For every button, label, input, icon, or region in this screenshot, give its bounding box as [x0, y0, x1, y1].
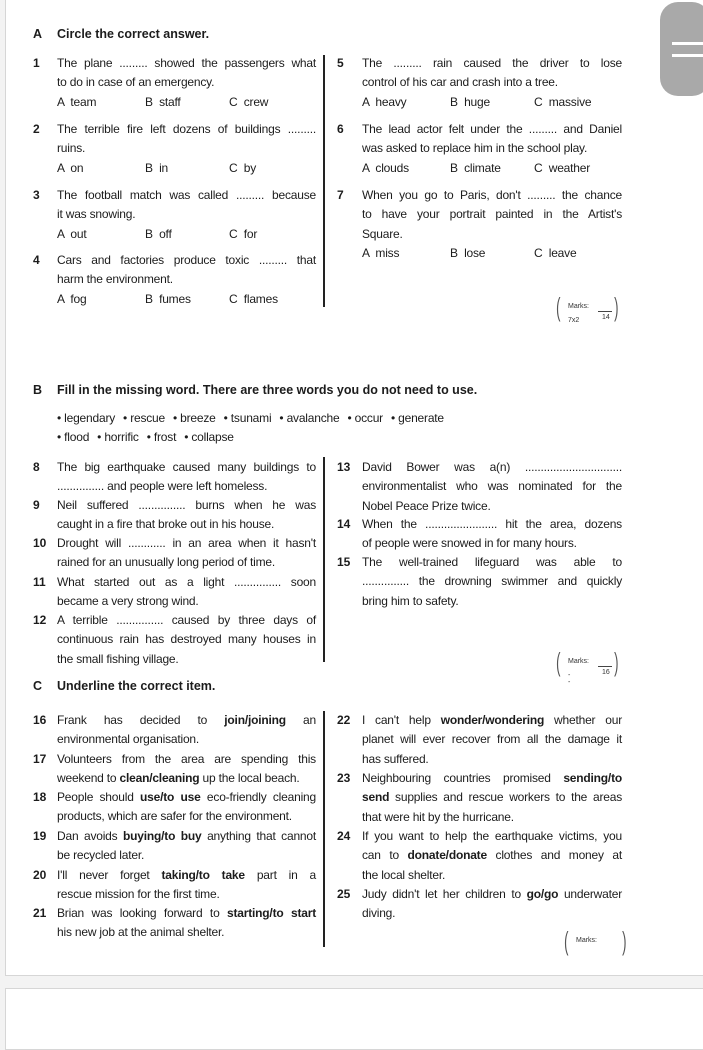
- bracket-left: (: [556, 647, 561, 677]
- text-segment: underwater: [558, 887, 622, 901]
- answer-option: A out: [57, 226, 87, 241]
- question-number: 8: [33, 460, 40, 474]
- answer-option: B lose: [450, 246, 486, 261]
- word: rescue: [130, 411, 166, 425]
- answer-choice[interactable]: starting/to start: [227, 906, 316, 920]
- text-segment: Volunteers from the area are spending this: [57, 752, 316, 766]
- column-divider: [323, 55, 325, 307]
- question-text: [362, 751, 429, 767]
- text-segment: environmental organisation.: [57, 732, 200, 747]
- answer-choice[interactable]: sending/to: [563, 771, 622, 785]
- question-text: The lead actor felt under the ......... and Daniel: [362, 122, 622, 136]
- bullet-icon: •: [57, 430, 65, 444]
- question-text: continuous rain has destroyed many houses in: [57, 632, 316, 647]
- question-text: A terrible ............... caused by three days of: [57, 613, 316, 627]
- text-segment: Dan avoids: [57, 829, 124, 843]
- question-text: Nobel Peace Prize twice.: [362, 498, 491, 513]
- answer-option: A team: [57, 94, 97, 109]
- bullet-icon: •: [146, 430, 154, 444]
- bullet-icon: •: [279, 411, 287, 425]
- text-segment: planet will ever recover from all the damage it: [362, 732, 622, 747]
- text-segment: I can't help: [362, 713, 441, 727]
- text-segment: up the local beach.: [199, 771, 300, 786]
- question-text: harm the environment.: [57, 272, 173, 287]
- text-segment: diving.: [362, 906, 396, 921]
- bullet-icon: •: [184, 430, 192, 444]
- question-text: The well-trained lifeguard was able to: [362, 555, 622, 569]
- marks-total: 16: [602, 669, 610, 676]
- bullet-icon: •: [223, 411, 231, 425]
- answer-option: C flames: [229, 291, 278, 306]
- question-text: the small fishing village.: [57, 651, 179, 666]
- text-segment: Judy didn't let her children to: [362, 887, 527, 901]
- next-page: [5, 988, 703, 1050]
- word-bank-item: [147, 430, 176, 444]
- question-number: 9: [33, 498, 40, 512]
- word-bank-item: [224, 411, 272, 425]
- answer-choice[interactable]: buying/to buy: [123, 829, 202, 843]
- question-number: 23: [337, 771, 351, 785]
- question-number: 5: [337, 56, 344, 70]
- question-text: ruins.: [57, 141, 86, 156]
- question-text: [57, 828, 316, 844]
- question-text: control of his car and crash into a tree.: [362, 75, 558, 90]
- bracket-left: (: [564, 926, 569, 956]
- answer-choice[interactable]: taking/to take: [161, 868, 245, 882]
- answer-choice[interactable]: clean/cleaning: [119, 771, 200, 786]
- question-text: [57, 770, 300, 786]
- word-bank-item: [57, 430, 89, 444]
- answer-option: C crew: [229, 94, 269, 109]
- answer-option: A miss: [362, 246, 400, 261]
- section-letter: B: [33, 383, 43, 397]
- marks-label: Marks:: [576, 937, 597, 944]
- question-text: [57, 712, 316, 728]
- question-text: The football match was called ......... because: [57, 188, 316, 202]
- menu-icon-line: [672, 42, 703, 45]
- question-text: caught in a fire that broke out in his house.: [57, 517, 275, 532]
- question-number: 17: [33, 752, 47, 766]
- answer-option: B in: [145, 160, 169, 175]
- text-segment: supplies and rescue workers to the areas: [389, 790, 622, 805]
- answer-option: C for: [229, 226, 258, 241]
- answer-option: A heavy: [362, 94, 407, 109]
- text-segment: I'll never forget: [57, 868, 162, 882]
- section-title: Circle the correct answer.: [57, 27, 210, 41]
- bullet-icon: •: [123, 411, 131, 425]
- word-bank-row: [57, 410, 452, 426]
- question-text: [362, 847, 622, 863]
- text-segment: be recycled later.: [57, 848, 145, 863]
- bullet-icon: •: [390, 411, 399, 425]
- text-segment: products, which are safer for the environment.: [57, 809, 292, 824]
- question-text: [57, 808, 292, 824]
- text-segment: weekend to: [57, 771, 120, 786]
- word: tsunami: [230, 411, 272, 425]
- question-text: to do in case of an emergency.: [57, 75, 215, 90]
- text-segment: Neighbouring countries promised: [362, 771, 564, 785]
- question-text: [362, 731, 622, 747]
- question-number: 7: [337, 188, 344, 202]
- question-number: 20: [33, 868, 47, 882]
- word: occur: [354, 411, 383, 425]
- question-text: became a very strong wind.: [57, 594, 199, 609]
- question-text: ............... and people were left homeless.: [57, 479, 268, 494]
- answer-option: C massive: [534, 94, 592, 109]
- question-text: The terrible fire left dozens of buildings .........: [57, 122, 316, 136]
- question-number: 2: [33, 122, 40, 136]
- question-text: When the ....................... hit the area, dozens: [362, 517, 622, 531]
- question-text: [57, 905, 316, 921]
- question-text: bring him to safety.: [362, 593, 459, 608]
- question-text: Neil suffered ............... burns when he was: [57, 498, 316, 512]
- question-text: to have your portrait painted in the Artist's: [362, 207, 622, 222]
- question-text: David Bower was a(n) ...............................: [362, 460, 622, 474]
- question-text: The ......... rain caused the driver to lose: [362, 56, 622, 70]
- marks-label: Marks:: [568, 658, 589, 665]
- question-number: 25: [337, 887, 351, 901]
- text-segment: anything that cannot: [201, 829, 317, 843]
- question-number: 3: [33, 188, 40, 202]
- question-text: Square.: [362, 226, 403, 241]
- word-bank-item: [347, 411, 383, 425]
- question-number: 19: [33, 829, 47, 843]
- answer-option: C weather: [534, 160, 591, 175]
- text-segment: Brian was looking forward to: [57, 906, 228, 920]
- question-number: 12: [33, 613, 47, 627]
- bracket-right: ): [614, 647, 619, 677]
- question-text: [57, 751, 316, 767]
- text-segment: People should: [57, 790, 141, 804]
- word-bank-item: [173, 411, 216, 425]
- question-text: What started out as a light ............... soon: [57, 575, 316, 589]
- bullet-icon: •: [173, 411, 181, 425]
- answer-option: C leave: [534, 246, 577, 261]
- question-number: 4: [33, 253, 40, 267]
- section-letter: A: [33, 27, 43, 41]
- text-segment: can to: [362, 848, 408, 863]
- question-number: 15: [337, 555, 351, 569]
- question-text: [57, 924, 224, 940]
- text-segment: whether our: [544, 713, 622, 727]
- question-text: of people were snowed in for many hours.: [362, 536, 577, 551]
- word-bank-item: [123, 411, 165, 425]
- marks-multiplier: 7x2: [568, 317, 580, 324]
- section-title: Fill in the missing word. There are three words you do not need to use.: [57, 383, 478, 397]
- answer-option: B fumes: [145, 291, 191, 306]
- question-text: [362, 886, 622, 902]
- question-number: 22: [337, 713, 351, 727]
- menu-button[interactable]: [660, 2, 703, 96]
- bracket-right: ): [614, 292, 619, 322]
- word: horrific: [104, 430, 139, 444]
- text-segment: rescue mission for the first time.: [57, 887, 220, 902]
- text-segment: Frank has decided to: [57, 713, 225, 727]
- text-segment: that were hit by the hurricane.: [362, 809, 514, 824]
- text-segment: his new job at the animal shelter.: [57, 925, 225, 940]
- question-text: it was snowing.: [57, 207, 136, 222]
- answer-option: B huge: [450, 94, 490, 109]
- question-text: was asked to replace him in the school play.: [362, 141, 588, 156]
- marks-line: [598, 666, 612, 667]
- answer-option: A on: [57, 160, 84, 175]
- bullet-icon: •: [57, 411, 65, 425]
- text-segment: the local shelter.: [362, 867, 446, 882]
- text-segment: clothes and money at: [486, 848, 622, 863]
- answer-option: A clouds: [362, 160, 409, 175]
- answer-option: B climate: [450, 160, 501, 175]
- answer-option: B staff: [145, 94, 181, 109]
- bullet-icon: •: [97, 430, 105, 444]
- question-text: ............... the drowning swimmer and quickly: [362, 574, 622, 589]
- word: frost: [153, 430, 177, 444]
- marks-label: Marks:: [568, 303, 589, 310]
- question-text: [362, 809, 514, 825]
- text-segment: part in a: [244, 868, 316, 882]
- question-text: [57, 886, 220, 902]
- section-title: Underline the correct item.: [57, 679, 216, 693]
- question-text: [57, 731, 199, 747]
- bracket-right: ): [622, 926, 627, 956]
- text-segment: eco-friendly cleaning: [200, 790, 316, 804]
- marks-line: [598, 311, 612, 312]
- answer-option: A fog: [57, 291, 87, 306]
- answer-choice[interactable]: send: [362, 790, 390, 805]
- answer-option: B off: [145, 226, 172, 241]
- question-text: [57, 847, 144, 863]
- word: breeze: [180, 411, 216, 425]
- question-text: Drought will ............ in an area when it hasn't: [57, 536, 316, 550]
- bullet-icon: •: [347, 411, 355, 425]
- text-segment: has suffered.: [362, 751, 429, 766]
- answer-option: C by: [229, 160, 257, 175]
- column-divider: [323, 711, 325, 947]
- text-segment: If you want to help the earthquake victims, you: [362, 829, 622, 843]
- question-text: The big earthquake caused many buildings to: [57, 460, 316, 474]
- question-number: 10: [33, 536, 47, 550]
- question-text: [362, 828, 622, 844]
- marks-total: 14: [602, 314, 610, 321]
- marks-multiplier: - -: [568, 672, 571, 686]
- answer-choice[interactable]: join/joining: [224, 713, 286, 727]
- word-bank-item: [57, 411, 115, 425]
- question-text: environmentalist who was nominated for the: [362, 479, 622, 494]
- text-segment: an: [285, 713, 316, 727]
- answer-choice[interactable]: go/go: [526, 887, 559, 901]
- question-text: Cars and factories produce toxic ......... that: [57, 253, 316, 267]
- question-number: 14: [337, 517, 351, 531]
- answer-choice[interactable]: donate/donate: [407, 848, 487, 863]
- question-text: [362, 867, 445, 883]
- question-text: [57, 789, 316, 805]
- word-bank-item: [184, 430, 234, 444]
- word-bank-item: [279, 411, 339, 425]
- question-text: [362, 905, 395, 921]
- question-number: 6: [337, 122, 344, 136]
- word-bank-row: [57, 429, 242, 445]
- word: generate: [398, 411, 444, 425]
- question-text: The plane ......... showed the passengers what: [57, 56, 316, 70]
- answer-choice[interactable]: use/to use: [140, 790, 201, 804]
- question-text: [362, 770, 622, 786]
- question-text: When you go to Paris, don't ......... the chance: [362, 188, 622, 202]
- question-number: 1: [33, 56, 40, 70]
- question-text: [57, 867, 316, 883]
- question-number: 13: [337, 460, 351, 474]
- question-number: 18: [33, 790, 47, 804]
- question-number: 11: [33, 575, 46, 589]
- word: legendary: [64, 411, 116, 425]
- question-text: rained for an unusually long period of time.: [57, 555, 276, 570]
- menu-icon-line: [672, 54, 703, 57]
- question-text: [362, 789, 622, 805]
- bracket-left: (: [556, 292, 561, 322]
- word: collapse: [191, 430, 234, 444]
- section-letter: C: [33, 679, 43, 693]
- question-number: 16: [33, 713, 47, 727]
- column-divider: [323, 457, 325, 662]
- word: avalanche: [286, 411, 340, 425]
- question-number: 24: [337, 829, 351, 843]
- question-text: [362, 712, 622, 728]
- answer-choice[interactable]: wonder/wondering: [440, 713, 545, 727]
- word: flood: [64, 430, 90, 444]
- question-number: 21: [33, 906, 47, 920]
- word-bank-item: [97, 430, 139, 444]
- word-bank-item: [391, 411, 444, 425]
